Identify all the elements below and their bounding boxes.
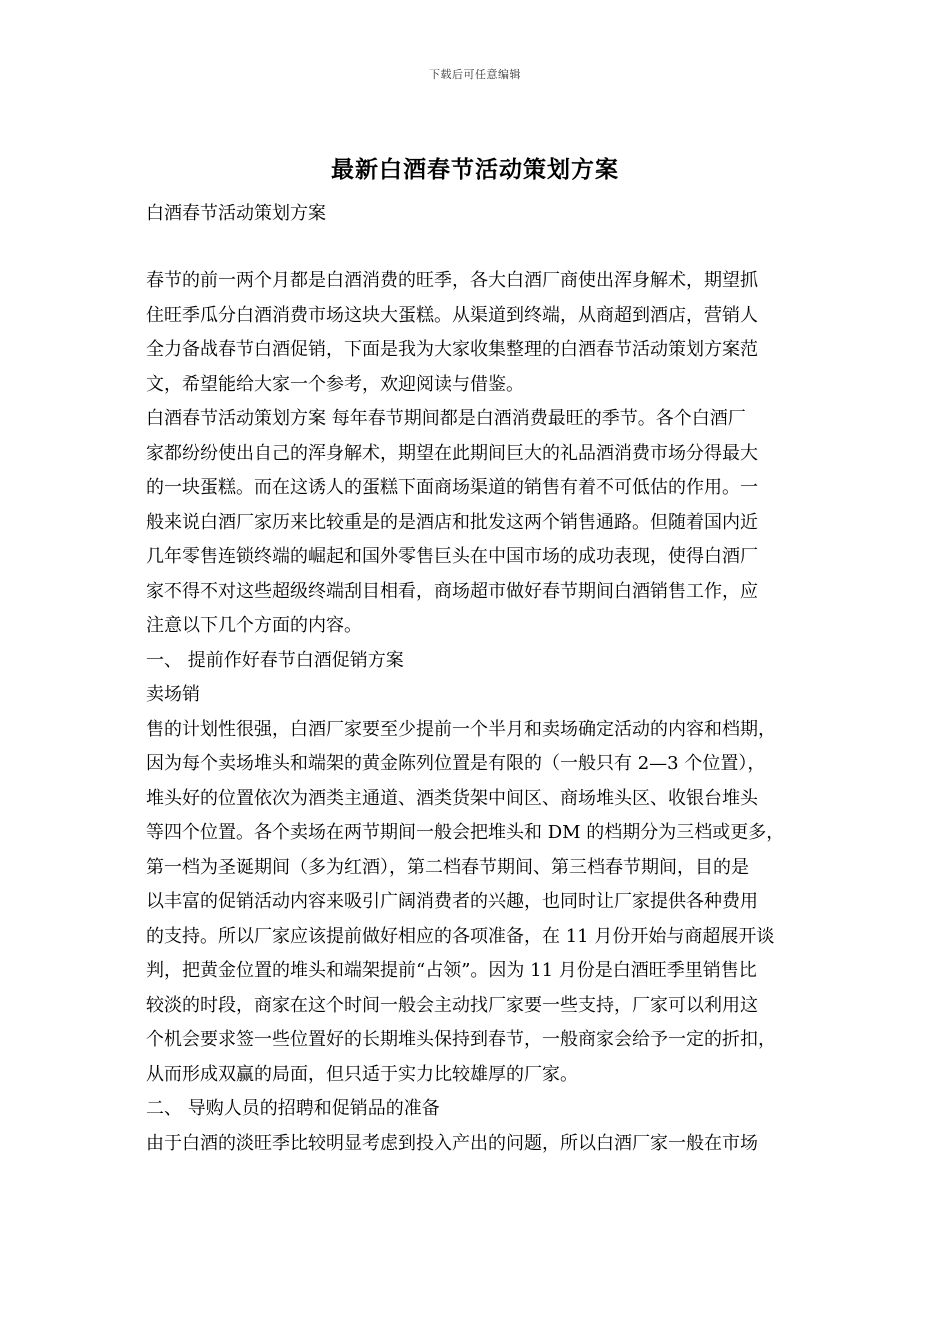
text-line: 般来说白酒厂家历来比较重是的是酒店和批发这两个销售通路。但随着国内近 (146, 511, 758, 533)
text-line: 卖场销 (146, 684, 200, 705)
text-line: 全力备战春节白酒促销，下面是我为大家收集整理的白酒春节活动策划方案范 (146, 339, 758, 360)
section-heading: 二、 导购人员的招聘和促销品的准备 (146, 1098, 440, 1119)
text-line: 住旺季瓜分白酒消费市场这块大蛋糕。从渠道到终端，从商超到酒店，营销人 (146, 304, 758, 326)
text-line: 堆头好的位置依次为酒类主通道、酒类货架中间区、商场堆头区、收银台堆头 (146, 787, 758, 809)
text-line: 从而形成双赢的局面，但只适于实力比较雄厚的厂家。 (146, 1063, 578, 1085)
text-line: 判，把黄金位置的堆头和端架提前“占领”。因为 11 月份是白酒旺季里销售比 (146, 960, 757, 981)
document-subtitle: 白酒春节活动策划方案 (146, 203, 326, 224)
text-line: 个机会要求签一些位置好的长期堆头保持到春节，一般商家会给予一定的折扣， (146, 1029, 776, 1050)
text-line: 文，希望能给大家一个参考，欢迎阅读与借鉴。 (146, 373, 524, 395)
text-line: 较淡的时段，商家在这个时间一般会主动找厂家要一些支持，厂家可以利用这 (146, 994, 758, 1016)
text-line: 家都纷纷使出自己的浑身解术，期望在此期间巨大的礼品酒消费市场分得最大 (146, 442, 758, 464)
text-line: 注意以下几个方面的内容。 (146, 615, 362, 636)
text-line: 几年零售连锁终端的崛起和国外零售巨头在中国市场的成功表现，使得白酒厂 (146, 546, 758, 567)
text-line: 因为每个卖场堆头和端架的黄金陈列位置是有限的（一般只有 2—3 个位置）， (146, 753, 766, 774)
text-line: 由于白酒的淡旺季比较明显考虑到投入产出的问题，所以白酒厂家一般在市场 (146, 1132, 758, 1154)
text-line: 等四个位置。各个卖场在两节期间一般会把堆头和 DM 的档期分为三档或更多， (146, 822, 785, 843)
text-line: 春节的前一两个月都是白酒消费的旺季，各大白酒厂商使出浑身解术，期望抓 (146, 270, 758, 291)
text-line: 的支持。所以厂家应该提前做好相应的各项准备，在 11 月份开始与商超展开谈 (146, 925, 775, 947)
text-line: 家不得不对这些超级终端刮目相看，商场超市做好春节期间白酒销售工作，应 (146, 580, 758, 602)
header-note: 下载后可任意编辑 (429, 68, 521, 81)
text-line: 售的计划性很强，白酒厂家要至少提前一个半月和卖场确定活动的内容和档期， (146, 718, 776, 740)
text-line: 以丰富的促销活动内容来吸引广阔消费者的兴趣，也同时让厂家提供各种费用 (146, 891, 758, 912)
text-line: 的一块蛋糕。而在这诱人的蛋糕下面商场渠道的销售有着不可低估的作用。一 (146, 477, 758, 498)
section-heading: 一、 提前作好春节白酒促销方案 (146, 649, 404, 671)
body-text (146, 264, 810, 1161)
text-line: 第一档为圣诞期间（多为红酒），第二档春节期间、第三档春节期间，目的是 (146, 856, 749, 878)
document-title: 最新白酒春节活动策划方案 (331, 156, 619, 183)
text-line: 白酒春节活动策划方案 每年春节期间都是白酒消费最旺的季节。各个白酒厂 (146, 408, 746, 429)
